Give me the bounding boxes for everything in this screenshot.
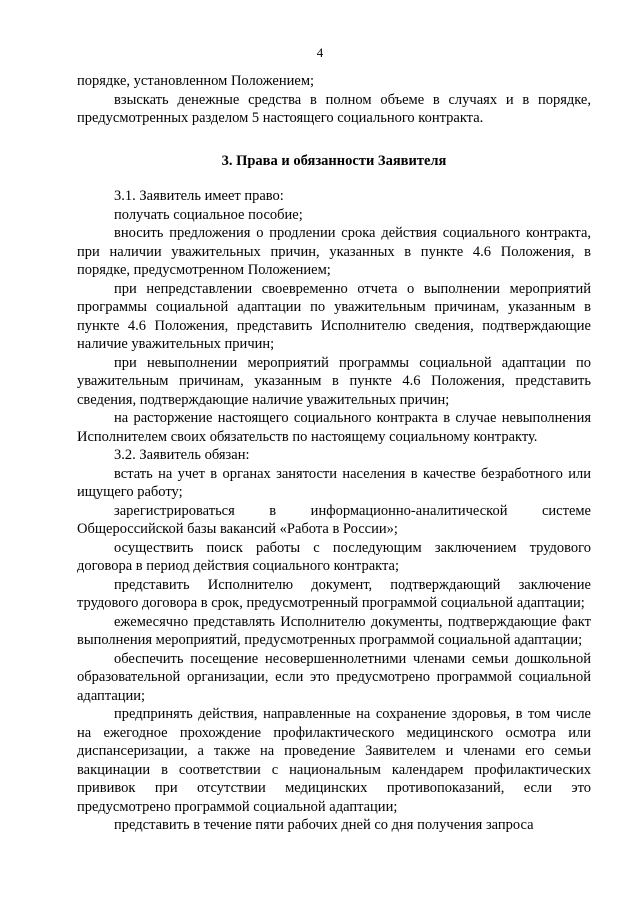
clause-heading: 3.2. Заявитель обязан: — [114, 447, 250, 463]
paragraph: вносить предложения о продлении срока действия социального контракта, при наличии уважительных причин, указанных в пункте 4.6 Положения, в порядке, предусмотренном Положением; — [77, 225, 591, 278]
paragraph: на расторжение настоящего социального контракта в случае невыполнения Исполнителем своих обязательств по настоящему социальному контракту. — [77, 410, 591, 445]
paragraph: представить в течение пяти рабочих дней со дня получения запроса — [114, 817, 534, 833]
page-number: 4 — [316, 45, 324, 60]
paragraph: предпринять действия, направленные на сохранение здоровья, в том числе на ежегодное прохождение профилактического медицинского осмотра или диспансеризации, а также на проведение Заявителем и членами его семьи вакцинации в соответствии с национальным календарем профилактических прививок при отсутствии медицинских противопоказаний, если это предусмотрено программой социальной адаптации; — [77, 706, 591, 815]
paragraph: при непредставлении своевременно отчета о выполнении мероприятий программы социальной адаптации по уважительным причинам, указанным в пункте 4.6 Положения, представить Исполнителю сведения, подтверждающие наличие уважительных причин; — [77, 280, 591, 352]
paragraph: представить Исполнителю документ, подтверждающий заключение трудового договора в срок, предусмотренный программой социальной адаптации; — [77, 576, 591, 611]
paragraph: порядке, установленном Положением; — [77, 73, 315, 89]
paragraph: обеспечить посещение несовершеннолетними членами семьи дошкольной образовательной организации, если это предусмотрено программой социальной адаптации; — [77, 650, 591, 704]
paragraph: встать на учет в органах занятости населения в качестве безработного или ищущего работу; — [77, 465, 591, 500]
paragraph: зарегистрироваться в информационно-аналитической системе Общероссийской базы вакансий «Работа в России»; — [77, 502, 591, 537]
paragraph: при невыполнении мероприятий программы социальной адаптации по уважительным причинам, указанным в пункте 4.6 Положения, представить сведения, подтверждающие наличие уважительных причин; — [77, 354, 591, 408]
paragraph: получать социальное пособие; — [114, 206, 303, 223]
section-title: 3. Права и обязанности Заявителя — [221, 152, 447, 169]
clause-heading: 3.1. Заявитель имеет право: — [114, 188, 284, 204]
document-body — [77, 72, 591, 835]
paragraph: взыскать денежные средства в полном объеме в случаях и в порядке, предусмотренных разделом 5 настоящего социального контракта. — [77, 91, 591, 126]
paragraph: осуществить поиск работы с последующим заключением трудового договора в период действия социального контракта; — [77, 539, 591, 574]
paragraph: ежемесячно представлять Исполнителю документы, подтверждающие факт выполнения мероприятий, предусмотренных программой социальной адаптации; — [77, 613, 591, 648]
